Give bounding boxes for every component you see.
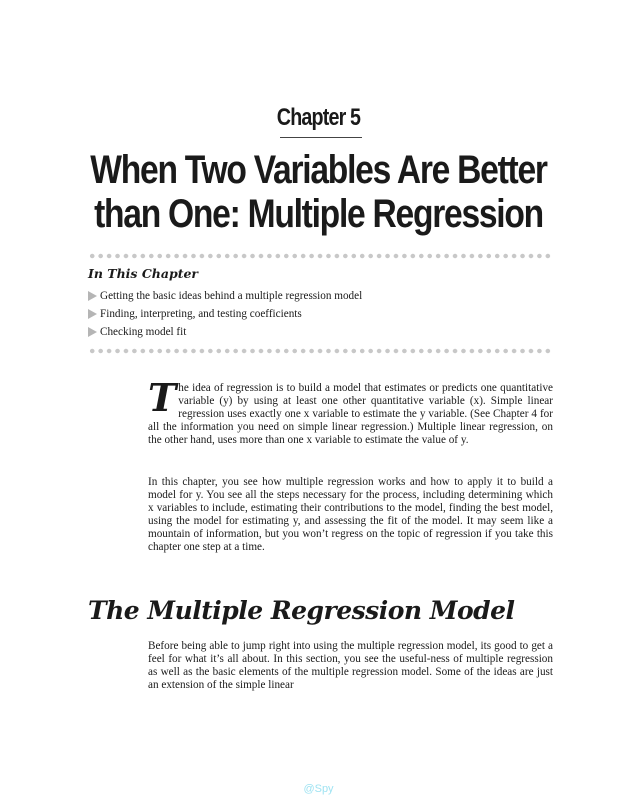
section-paragraph bbox=[148, 640, 553, 692]
watermark: @Spy bbox=[303, 783, 334, 795]
chapter-title-line-1: When Two Variables Are Better bbox=[90, 148, 547, 192]
drop-cap: T bbox=[148, 375, 177, 420]
chapter-number: Chapter 5 bbox=[276, 104, 361, 131]
intro-paragraph-text: he idea of regression is to build a model that estimates or predicts one quantitative variable (y) by using at least one other quantitative variable (x). Simple linear regression uses exactly one x variable to estimate the y variable. (See Chapter 4 for all the information you need on simple linear regression.) Multiple linear regression, on the other hand, uses more than one x variable to estimate the value of y. bbox=[148, 382, 553, 447]
triangle-arrow-icon bbox=[88, 309, 97, 319]
intro-paragraph bbox=[148, 375, 553, 447]
section-heading: The Multiple Regression Model bbox=[88, 596, 515, 625]
list-item-text: Finding, interpreting, and testing coefficients bbox=[100, 308, 302, 320]
list-item-text: Checking model fit bbox=[100, 326, 187, 338]
list-item bbox=[88, 305, 362, 323]
section-paragraph-text: Before being able to jump right into using the multiple regression model, its good to get a feel for what it’s all about. In this section, you see the useful-ness of multiple regression as well as the basic elements of the multiple regression model. Some of the ideas are just an extension of the simple linear bbox=[148, 640, 553, 692]
dotted-divider-bottom bbox=[88, 348, 552, 354]
list-item bbox=[88, 323, 362, 341]
chapter-topics-list bbox=[88, 287, 362, 341]
in-this-chapter-heading: In This Chapter bbox=[88, 266, 199, 281]
chapter-title-line-2: than One: Multiple Regression bbox=[94, 192, 543, 236]
chapter-title bbox=[51, 148, 586, 236]
dotted-divider-top bbox=[88, 253, 552, 259]
chapter-overview-paragraph bbox=[148, 476, 553, 555]
chapter-overview-text: In this chapter, you see how multiple regression works and how to apply it to build a model for y. You see all the steps necessary for the process, including determining which x variables to include, estimating their contributions to the model, finding the best model, using the model for estimating y, and assessing the fit of the model. It may seem like a mountain of information, but you won’t regress on the topic of regression if you take this chapter one step at a time. bbox=[148, 476, 553, 554]
triangle-arrow-icon bbox=[88, 291, 97, 301]
chapter-number-underline bbox=[280, 137, 362, 138]
list-item bbox=[88, 287, 362, 305]
list-item-text: Getting the basic ideas behind a multiple regression model bbox=[100, 290, 363, 302]
triangle-arrow-icon bbox=[88, 327, 97, 337]
